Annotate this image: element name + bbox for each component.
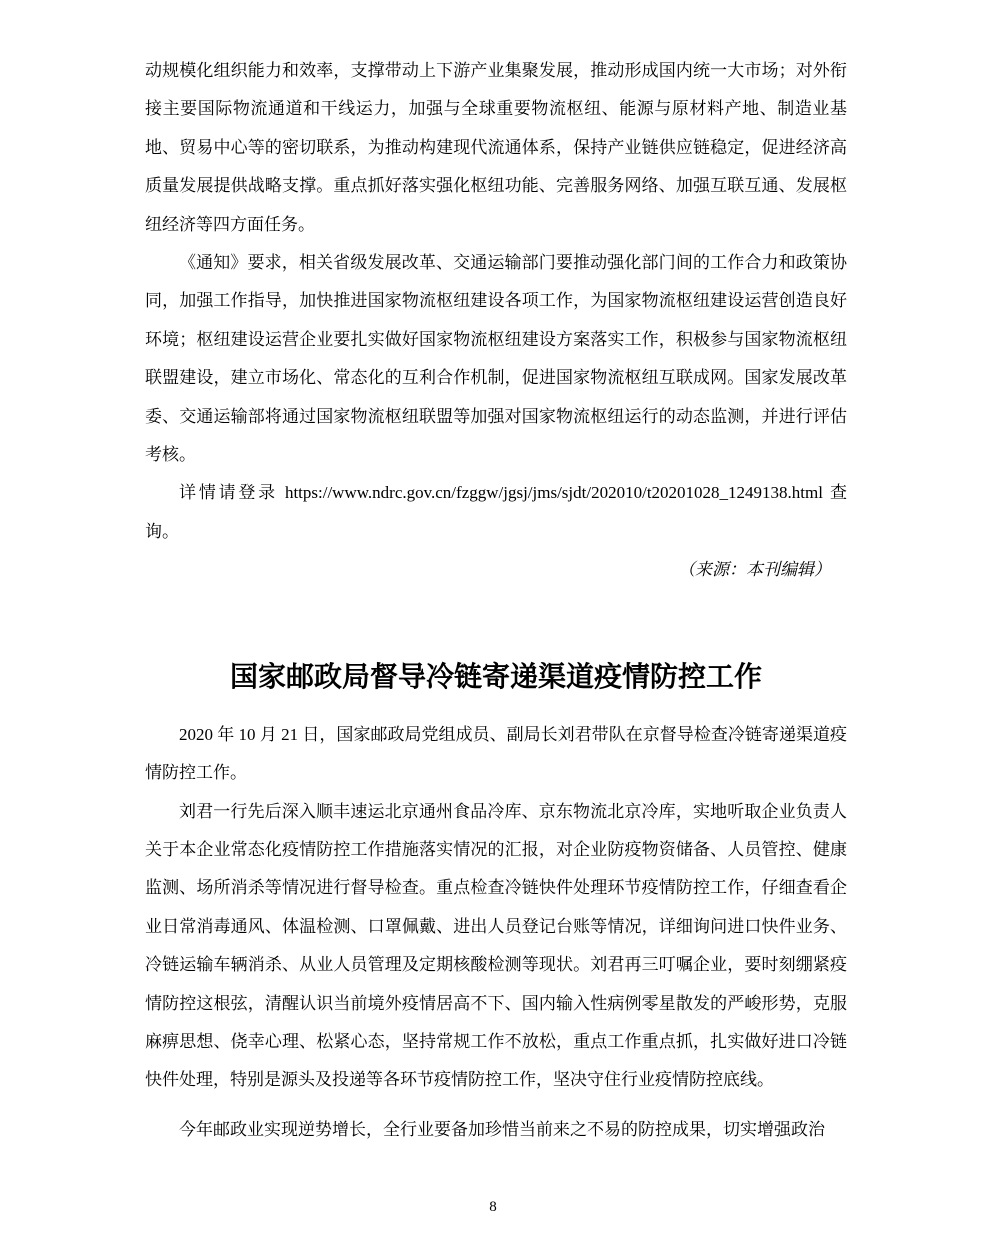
paragraph-continuation-to-next-page: 今年邮政业实现逆势增长，全行业要备加珍惜当前来之不易的防控成果，切实增强政治 (179, 1119, 825, 1139)
paragraph: 刘君一行先后深入顺丰速运北京通州食品冷库、京东物流北京冷库，实地听取企业负责人关于本企业常态化疫情防控工作措施落实情况的汇报，对企业防疫物资储备、人员管控、健康监测、场所消杀等情况进行督导检查。重点检查冷链快件处理环节疫情防控工作，仔细查看企业日常消毒通风、体温检测、口罩佩戴、进出人员登记台账等情况，详细询问进口快件业务、冷链运输车辆消杀、从业人员管理及定期核酸检测等现状。刘君再三叮嘱企业，要时刻绷紧疫情防控这根弦，清醒认识当前境外疫情居高不下、国内输入性病例零星散发的严峻形势，克服麻痹思想、侥幸心理、松紧心态，坚持常规工作不放松，重点工作重点抓，扎实做好进口冷链快件处理，特别是源头及投递等各环节疫情防控工作，坚决守住行业疫情防控底线。 (145, 801, 847, 1090)
paragraph-continuation: 动规模化组织能力和效率，支撑带动上下游产业集聚发展，推动形成国内统一大市场；对外衔接主要国际物流通道和干线运力，加强与全球重要物流枢纽、能源与原材料产地、制造业基地、贸易中心等的密切联系，为推动构建现代流通体系，保持产业链供应链稳定，促进经济高质量发展提供战略支撑。重点抓好落实强化枢纽功能、完善服务网络、加强互联互通、发展枢纽经济等四方面任务。 (145, 61, 847, 234)
page-number: 8 (489, 1199, 497, 1215)
paragraph: 《通知》要求，相关省级发展改革、交通运输部门要推动强化部门间的工作合力和政策协同，加强工作指导，加快推进国家物流枢纽建设各项工作，为国家物流枢纽建设运营创造良好环境；枢纽建设运营企业要扎实做好国家物流枢纽建设方案落实工作，积极参与国家物流枢纽联盟建设，建立市场化、常态化的互利合作机制，促进国家物流枢纽互联成网。国家发展改革委、交通运输部将通过国家物流枢纽联盟等加强对国家物流枢纽运行的动态监测，并进行评估考核。 (145, 253, 847, 465)
article-title: 国家邮政局督导冷链寄递渠道疫情防控工作 (229, 660, 762, 692)
source-attribution: （来源：本刊编辑） (678, 560, 831, 580)
paragraph: 2020 年 10 月 21 日，国家邮政局党组成员、副局长刘君带队在京督导检查冷链寄递渠道疫情防控工作。 (145, 724, 847, 783)
paragraph-with-url: 详情请登录 https://www.ndrc.gov.cn/fzggw/jgsj/jms/sjdt/202010/t20201028_1249138.html 查询。 (145, 483, 847, 541)
page-content (145, 52, 847, 1149)
